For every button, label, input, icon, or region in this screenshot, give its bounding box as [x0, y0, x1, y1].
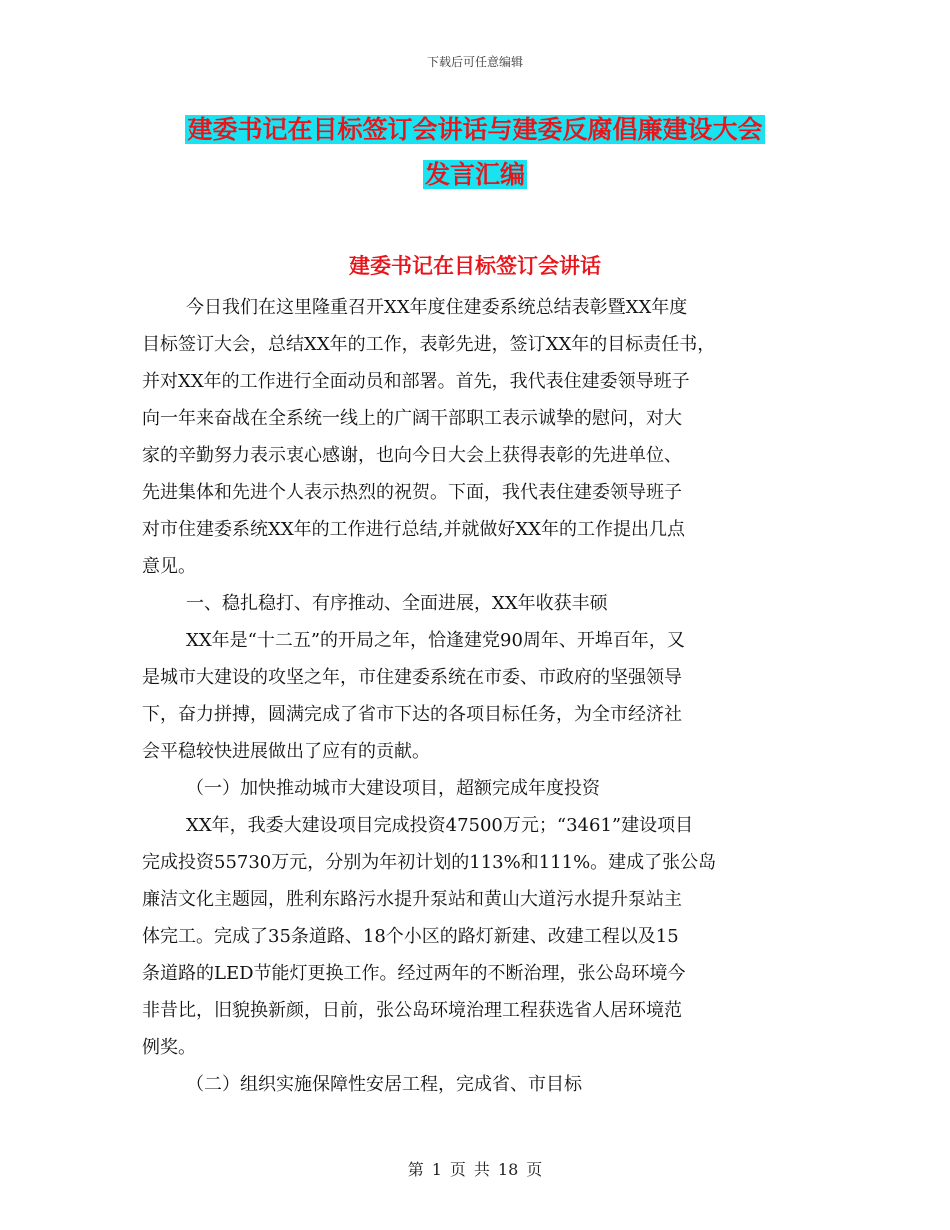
- paragraph-line: XX年，我委大建设项目完成投资47500万元；“3461”建设项目: [186, 815, 694, 836]
- footer-prefix: 第: [407, 1160, 424, 1179]
- paragraph-line: 并对XX年的工作进行全面动员和部署。首先，我代表住建委领导班子: [142, 371, 690, 392]
- paragraph-line: XX年是“十二五”的开局之年，恰逢建党90周年、开埠百年，又: [186, 630, 685, 651]
- heading-line: （二）组织实施保障性安居工程，完成省、市目标: [186, 1074, 582, 1095]
- section-title: 建委书记在目标签订会讲话: [349, 253, 601, 278]
- title-text: 建委书记在目标签订会讲话与建委反腐倡廉建设大会: [187, 115, 763, 144]
- paragraph-line: 先进集体和先进个人表示热烈的祝贺。下面，我代表住建委领导班子: [142, 482, 682, 503]
- page-footer: [0, 1157, 950, 1180]
- paragraph-line: 是城市大建设的攻坚之年，市住建委系统在市委、市政府的坚强领导: [142, 667, 682, 688]
- footer-page-number: 1: [431, 1160, 442, 1179]
- paragraph-line: 下，奋力拼搏，圆满完成了省市下达的各项目标任务，为全市经济社: [142, 704, 682, 725]
- document-title-line-2: [0, 158, 950, 192]
- paragraph-line: 体完工。完成了35条道路、18个小区的路灯新建、改建工程以及15: [142, 926, 679, 947]
- footer-total-word: 共: [473, 1160, 490, 1179]
- footer-suffix: 页: [526, 1160, 543, 1179]
- paragraph-line: 条道路的LED节能灯更换工作。经过两年的不断治理，张公岛环境今: [142, 963, 686, 984]
- paragraph-line: 家的辛勤努力表示衷心感谢，也向今日大会上获得表彰的先进单位、: [142, 445, 682, 466]
- header-note: 下载后可任意编辑: [426, 55, 523, 69]
- heading-line: （一）加快推动城市大建设项目，超额完成年度投资: [186, 778, 600, 799]
- paragraph-line: 向一年来奋战在全系统一线上的广阔干部职工表示诚挚的慰问，对大: [142, 408, 682, 429]
- paragraph-line: 意见。: [142, 556, 196, 577]
- paragraph-line: 完成投资55730万元，分别为年初计划的113%和111%。建成了张公岛: [142, 852, 717, 873]
- paragraph-line: 目标签订大会，总结XX年的工作，表彰先进，签订XX年的目标责任书，: [142, 334, 716, 355]
- title-text: 发言汇编: [424, 160, 525, 189]
- document-title-line-1: [0, 113, 950, 147]
- paragraph-line: 今日我们在这里隆重召开XX年度住建委系统总结表彰暨XX年度: [186, 297, 688, 318]
- paragraph-line: 会平稳较快进展做出了应有的贡献。: [142, 741, 430, 762]
- heading-line: 一、稳扎稳打、有序推动、全面进展，XX年收获丰硕: [186, 593, 608, 614]
- paragraph-line: 对市住建委系统XX年的工作进行总结,并就做好XX年的工作提出几点: [142, 519, 685, 540]
- footer-total-pages: 18: [497, 1160, 519, 1179]
- footer-page-word: 页: [449, 1160, 466, 1179]
- paragraph-line: 非昔比，旧貌换新颜，日前，张公岛环境治理工程获选省人居环境范: [142, 1000, 682, 1021]
- paragraph-line: 廉洁文化主题园，胜利东路污水提升泵站和黄山大道污水提升泵站主: [142, 889, 682, 910]
- paragraph-line: 例奖。: [142, 1037, 196, 1058]
